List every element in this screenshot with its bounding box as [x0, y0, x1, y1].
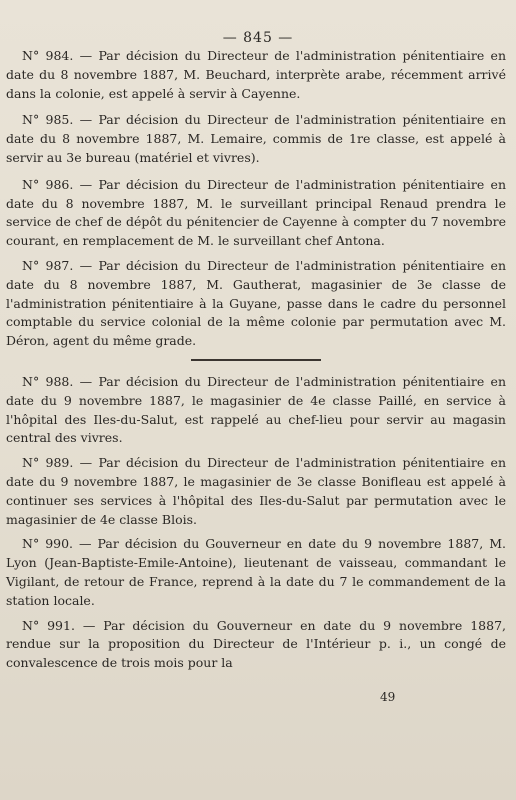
printer-signature-mark: 49 [380, 690, 396, 704]
section-divider [191, 359, 321, 361]
entry-990: N° 990. — Par décision du Gouverneur en date du 9 novembre 1887, M. Lyon (Jean-Baptiste-Emile-Antoine), lieutenant de vaisseau, commandant le Vigilant, de retour de France, reprend à la date du 7 le commandement de la station locale. [6, 536, 506, 608]
entry-989: N° 989. — Par décision du Directeur de l'administration pénitentiaire en date du 9 novembre 1887, le magasinier de 3e classe Bonifleau est appelé à continuer ses services à l'hôpital des Iles-du-Salut par permutation avec le magasinier de 4e classe Blois. [6, 455, 506, 527]
entry-988: N° 988. — Par décision du Directeur de l'administration pénitentiaire en date du 9 novembre 1887, le magasinier de 4e classe Paillé, en service à l'hôpital des Iles-du-Salut, est rappelé au chef-lieu pour servir au magasin central des vivres. [6, 373, 506, 446]
entry-985: N° 985. — Par décision du Directeur de l'administration pénitentiaire en date du 8 novembre 1887, M. Lemaire, commis de 1re classe, est appelé à servir au 3e bureau (matériel et vivres). [6, 112, 506, 165]
entry-986: N° 986. — Par décision du Directeur de l'administration pénitentiaire en date du 8 novembre 1887, M. le surveillant principal Renaud prendra le service de chef de dépôt du pénitencier de Cayenne à compter du 7 novembre courant, en remplacement de M. le surveillant chef Antona. [6, 176, 506, 249]
entry-984: N° 984. — Par décision du Directeur de l'administration pénitentiaire en date du 8 novembre 1887, M. Beuchard, interprète arabe, récemment arrivé dans la colonie, est appelé à servir à Cayenne. [6, 48, 506, 101]
decisions-list [6, 47, 506, 679]
entry-987: N° 987. — Par décision du Directeur de l'administration pénitentiaire en date du 8 novembre 1887, M. Gautherat, magasinier de 3e classe de l'administration pénitentiaire à la Guyane, passe dans le cadre du personnel comptable du service colonial de la même colonie par permutation avec M. Déron, agent du même grade. [6, 257, 506, 349]
page-number: — 845 — [222, 30, 294, 46]
entry-991: N° 991. — Par décision du Gouverneur en date du 9 novembre 1887, rendue sur la proposition du Directeur de l'Intérieur p. i., un congé de convalescence de trois mois pour la [6, 617, 506, 671]
